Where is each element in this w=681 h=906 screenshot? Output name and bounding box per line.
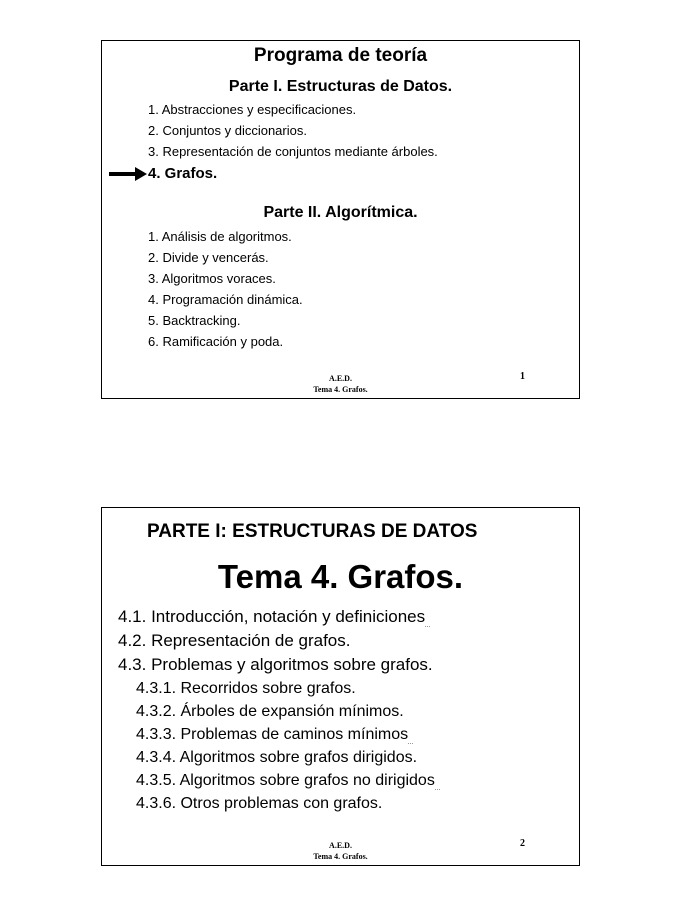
section-item: [118, 607, 430, 627]
subsection-item: 4.3.4. Algoritmos sobre grafos dirigidos.: [136, 749, 418, 766]
part2-item: 6. Ramificación y poda.: [148, 334, 284, 349]
slide1-title: Programa de teoría: [253, 45, 428, 66]
footer-course: A.E.D.: [329, 841, 352, 850]
link-marker: [408, 733, 413, 744]
footer: [102, 840, 579, 862]
footer-topic: Tema 4. Grafos.: [313, 852, 368, 861]
part2-item: 2. Divide y vencerás.: [148, 250, 269, 265]
subsection-item: [136, 726, 413, 744]
subsection-item: 4.3.1. Recorridos sobre grafos.: [136, 680, 356, 697]
footer-course: A.E.D.: [329, 374, 352, 383]
subsection-item: 4.3.6. Otros problemas con grafos.: [136, 795, 383, 812]
part2-item: 4. Programación dinámica.: [148, 292, 303, 307]
subsection-item: 4.3.2. Árboles de expansión mínimos.: [136, 703, 404, 720]
slide-2: [101, 507, 580, 866]
page-number: 1: [520, 371, 525, 382]
link-marker: [435, 779, 440, 790]
footer: [102, 373, 579, 395]
page-number: 2: [520, 838, 525, 849]
current-item: 4. Grafos.: [148, 165, 218, 182]
section-text: 4.1. Introducción, notación y definiciones: [118, 607, 426, 626]
section-item: 4.3. Problemas y algoritmos sobre grafos.: [118, 655, 433, 674]
part2-title: Parte II. Algorítmica.: [263, 204, 418, 221]
part2-item: 3. Algoritmos voraces.: [148, 271, 276, 286]
slide-1: [101, 40, 580, 399]
subsection-text: 4.3.5. Algoritmos sobre grafos no dirigidos: [136, 772, 435, 789]
part1-title: Parte I. Estructuras de Datos.: [228, 78, 453, 95]
section-item: 4.2. Representación de grafos.: [118, 631, 351, 650]
subsection-text: 4.3.3. Problemas de caminos mínimos: [136, 726, 409, 743]
arrow-right-icon: [109, 166, 147, 182]
part1-item: 1. Abstracciones y especificaciones.: [148, 102, 357, 117]
part1-item: 3. Representación de conjuntos mediante árboles.: [148, 144, 438, 159]
footer-topic: Tema 4. Grafos.: [313, 385, 368, 394]
subsection-item: [136, 772, 440, 790]
part2-item: 1. Análisis de algoritmos.: [148, 229, 292, 244]
part2-item: 5. Backtracking.: [148, 313, 241, 328]
slide2-header: PARTE I: ESTRUCTURAS DE DATOS: [147, 521, 478, 542]
part1-item: 2. Conjuntos y diccionarios.: [148, 123, 307, 138]
link-marker: [425, 616, 430, 627]
slide2-title: Tema 4. Grafos.: [217, 558, 464, 595]
